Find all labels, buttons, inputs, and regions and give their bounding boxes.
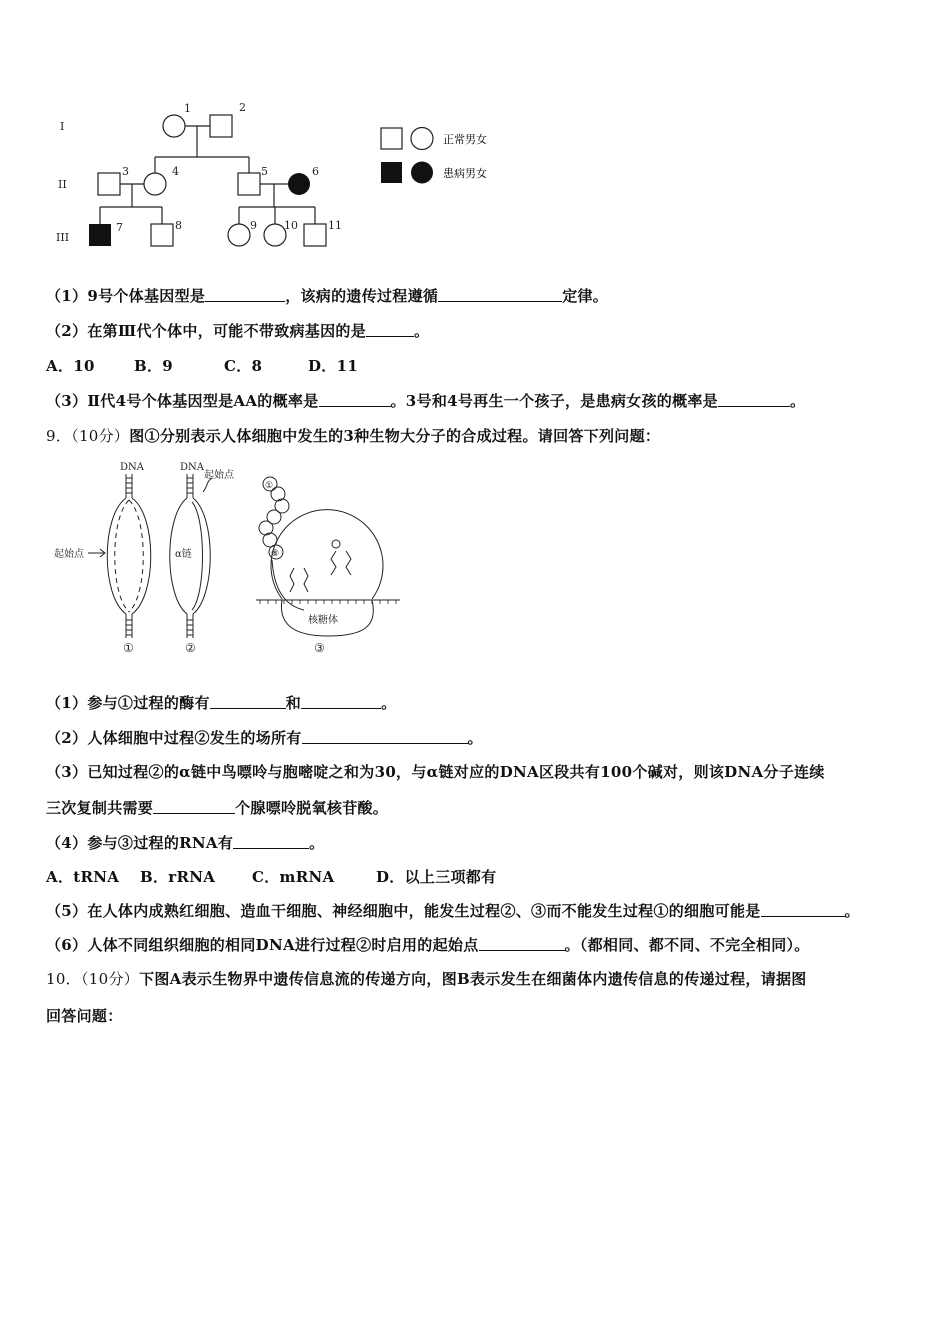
alpha-chain-label: α链 [175, 549, 192, 560]
id-label-1: 1 [184, 102, 191, 115]
id-label-7: 7 [116, 221, 123, 234]
individual-8-male-normal [151, 224, 173, 246]
individual-3-male-normal [98, 173, 120, 195]
q9-part4: （4）参与③过程的RNA有 。 [46, 834, 325, 852]
option-c[interactable]: C．mRNA [252, 868, 335, 886]
legend-affected-text: 患病男女 [443, 167, 487, 180]
legend-normal-text: 正常男女 [443, 133, 487, 146]
id-label-4: 4 [172, 165, 179, 178]
individual-11-male-normal [304, 224, 326, 246]
id-label-6: 6 [312, 165, 319, 178]
synthesis-diagram [46, 456, 426, 666]
process-label-2: ② [185, 641, 196, 655]
answer-blank[interactable] [319, 392, 391, 407]
gen-label-1: I [60, 120, 65, 133]
q10-stem-line2: 回答问题： [46, 1007, 123, 1025]
individual-9-female-normal [228, 224, 250, 246]
ribosome-label: 核糖体 [308, 615, 338, 626]
individual-1-female-normal [163, 115, 185, 137]
legend-female-normal [411, 128, 433, 150]
id-label-2: 2 [239, 101, 246, 114]
legend-female-affected [411, 162, 433, 184]
option-b[interactable]: B．rRNA [140, 868, 216, 886]
pedigree-chart [50, 95, 350, 255]
legend-male-affected [381, 162, 402, 183]
answer-blank[interactable] [761, 902, 845, 917]
q8-options [46, 355, 358, 376]
option-d[interactable]: D．以上三项都有 [376, 868, 497, 886]
id-label-3: 3 [122, 165, 129, 178]
q9-part3-line2: 三次复制共需要 个腺嘌呤脱氧核苷酸。 [46, 799, 389, 817]
individual-10-female-normal [264, 224, 286, 246]
pedigree-legend [375, 122, 525, 192]
option-c[interactable]: C．8 [224, 357, 263, 375]
individual-7-male-affected [89, 224, 111, 246]
q9-stem: 9．（10分）图①分别表示人体细胞中发生的3种生物大分子的合成过程。请回答下列问题： [46, 427, 661, 445]
q9-part2: （2）人体细胞中过程②发生的场所有 。 [46, 729, 483, 747]
id-label-11: 11 [328, 219, 342, 232]
answer-blank[interactable] [366, 322, 414, 337]
process-label-3: ③ [314, 641, 325, 655]
q10-stem-line1: 10．（10分）下图A表示生物界中遗传信息流的传递方向，图B表示发生在细菌体内遗传信息的传递过程，请据图 [46, 970, 807, 988]
option-a[interactable]: A．tRNA [46, 868, 120, 886]
q9-part6: （6）人体不同组织细胞的相同DNA进行过程②时启用的起始点 。（都相同、都不同、不完全相同）。 [46, 936, 810, 954]
q9-part3-line1: （3）已知过程②的α链中鸟嘌呤与胞嘧啶之和为30，与α链对应的DNA区段共有100个碱对，则该DNA分子连续 [46, 763, 825, 781]
answer-blank[interactable] [205, 287, 285, 302]
dna-label-1: DNA [120, 462, 144, 473]
dna-label-2: DNA [180, 462, 204, 473]
gen-label-3: III [56, 231, 70, 244]
answer-blank[interactable] [233, 834, 309, 849]
answer-blank[interactable] [438, 287, 562, 302]
q8-part2: （2）在第Ⅲ代个体中，可能不带致病基因的是 。 [46, 322, 430, 340]
individual-2-male-normal [210, 115, 232, 137]
q9-part5: （5）在人体内成熟红细胞、造血干细胞、神经细胞中，能发生过程②、③而不能发生过程①的细胞可能是 。 [46, 902, 860, 920]
answer-blank[interactable] [301, 694, 381, 709]
gen-label-2: II [58, 178, 67, 191]
chain-end-label: ⑧ [271, 549, 280, 559]
answer-blank[interactable] [718, 392, 790, 407]
id-label-5: 5 [261, 165, 268, 178]
answer-blank[interactable] [153, 799, 235, 814]
option-a[interactable]: A．10 [46, 357, 95, 375]
id-label-10: 10 [284, 219, 298, 232]
individual-4-female-normal [144, 173, 166, 195]
id-label-9: 9 [250, 219, 257, 232]
origin-label-1: 起始点 [54, 549, 84, 560]
option-d[interactable]: D．11 [308, 357, 359, 375]
q8-part3: （3）Ⅱ代4号个体基因型是AA的概率是 。3号和4号再生一个孩子，是患病女孩的概率是 。 [46, 392, 806, 410]
process-label-1: ① [123, 641, 134, 655]
id-label-8: 8 [175, 219, 182, 232]
q9-options [46, 866, 496, 887]
q9-part1: （1）参与①过程的酶有 和 。 [46, 694, 397, 712]
option-b[interactable]: B．9 [134, 357, 174, 375]
q8-part1: （1）9号个体基因型是 ，该病的遗传过程遵循 定律。 [46, 287, 609, 305]
answer-blank[interactable] [302, 729, 468, 744]
answer-blank[interactable] [210, 694, 286, 709]
legend-male-normal [381, 128, 402, 149]
individual-6-female-affected [288, 173, 310, 195]
origin-label-2: 起始点 [204, 470, 234, 481]
chain-start-label: ① [265, 481, 274, 491]
individual-5-male-normal [238, 173, 260, 195]
answer-blank[interactable] [479, 936, 565, 951]
